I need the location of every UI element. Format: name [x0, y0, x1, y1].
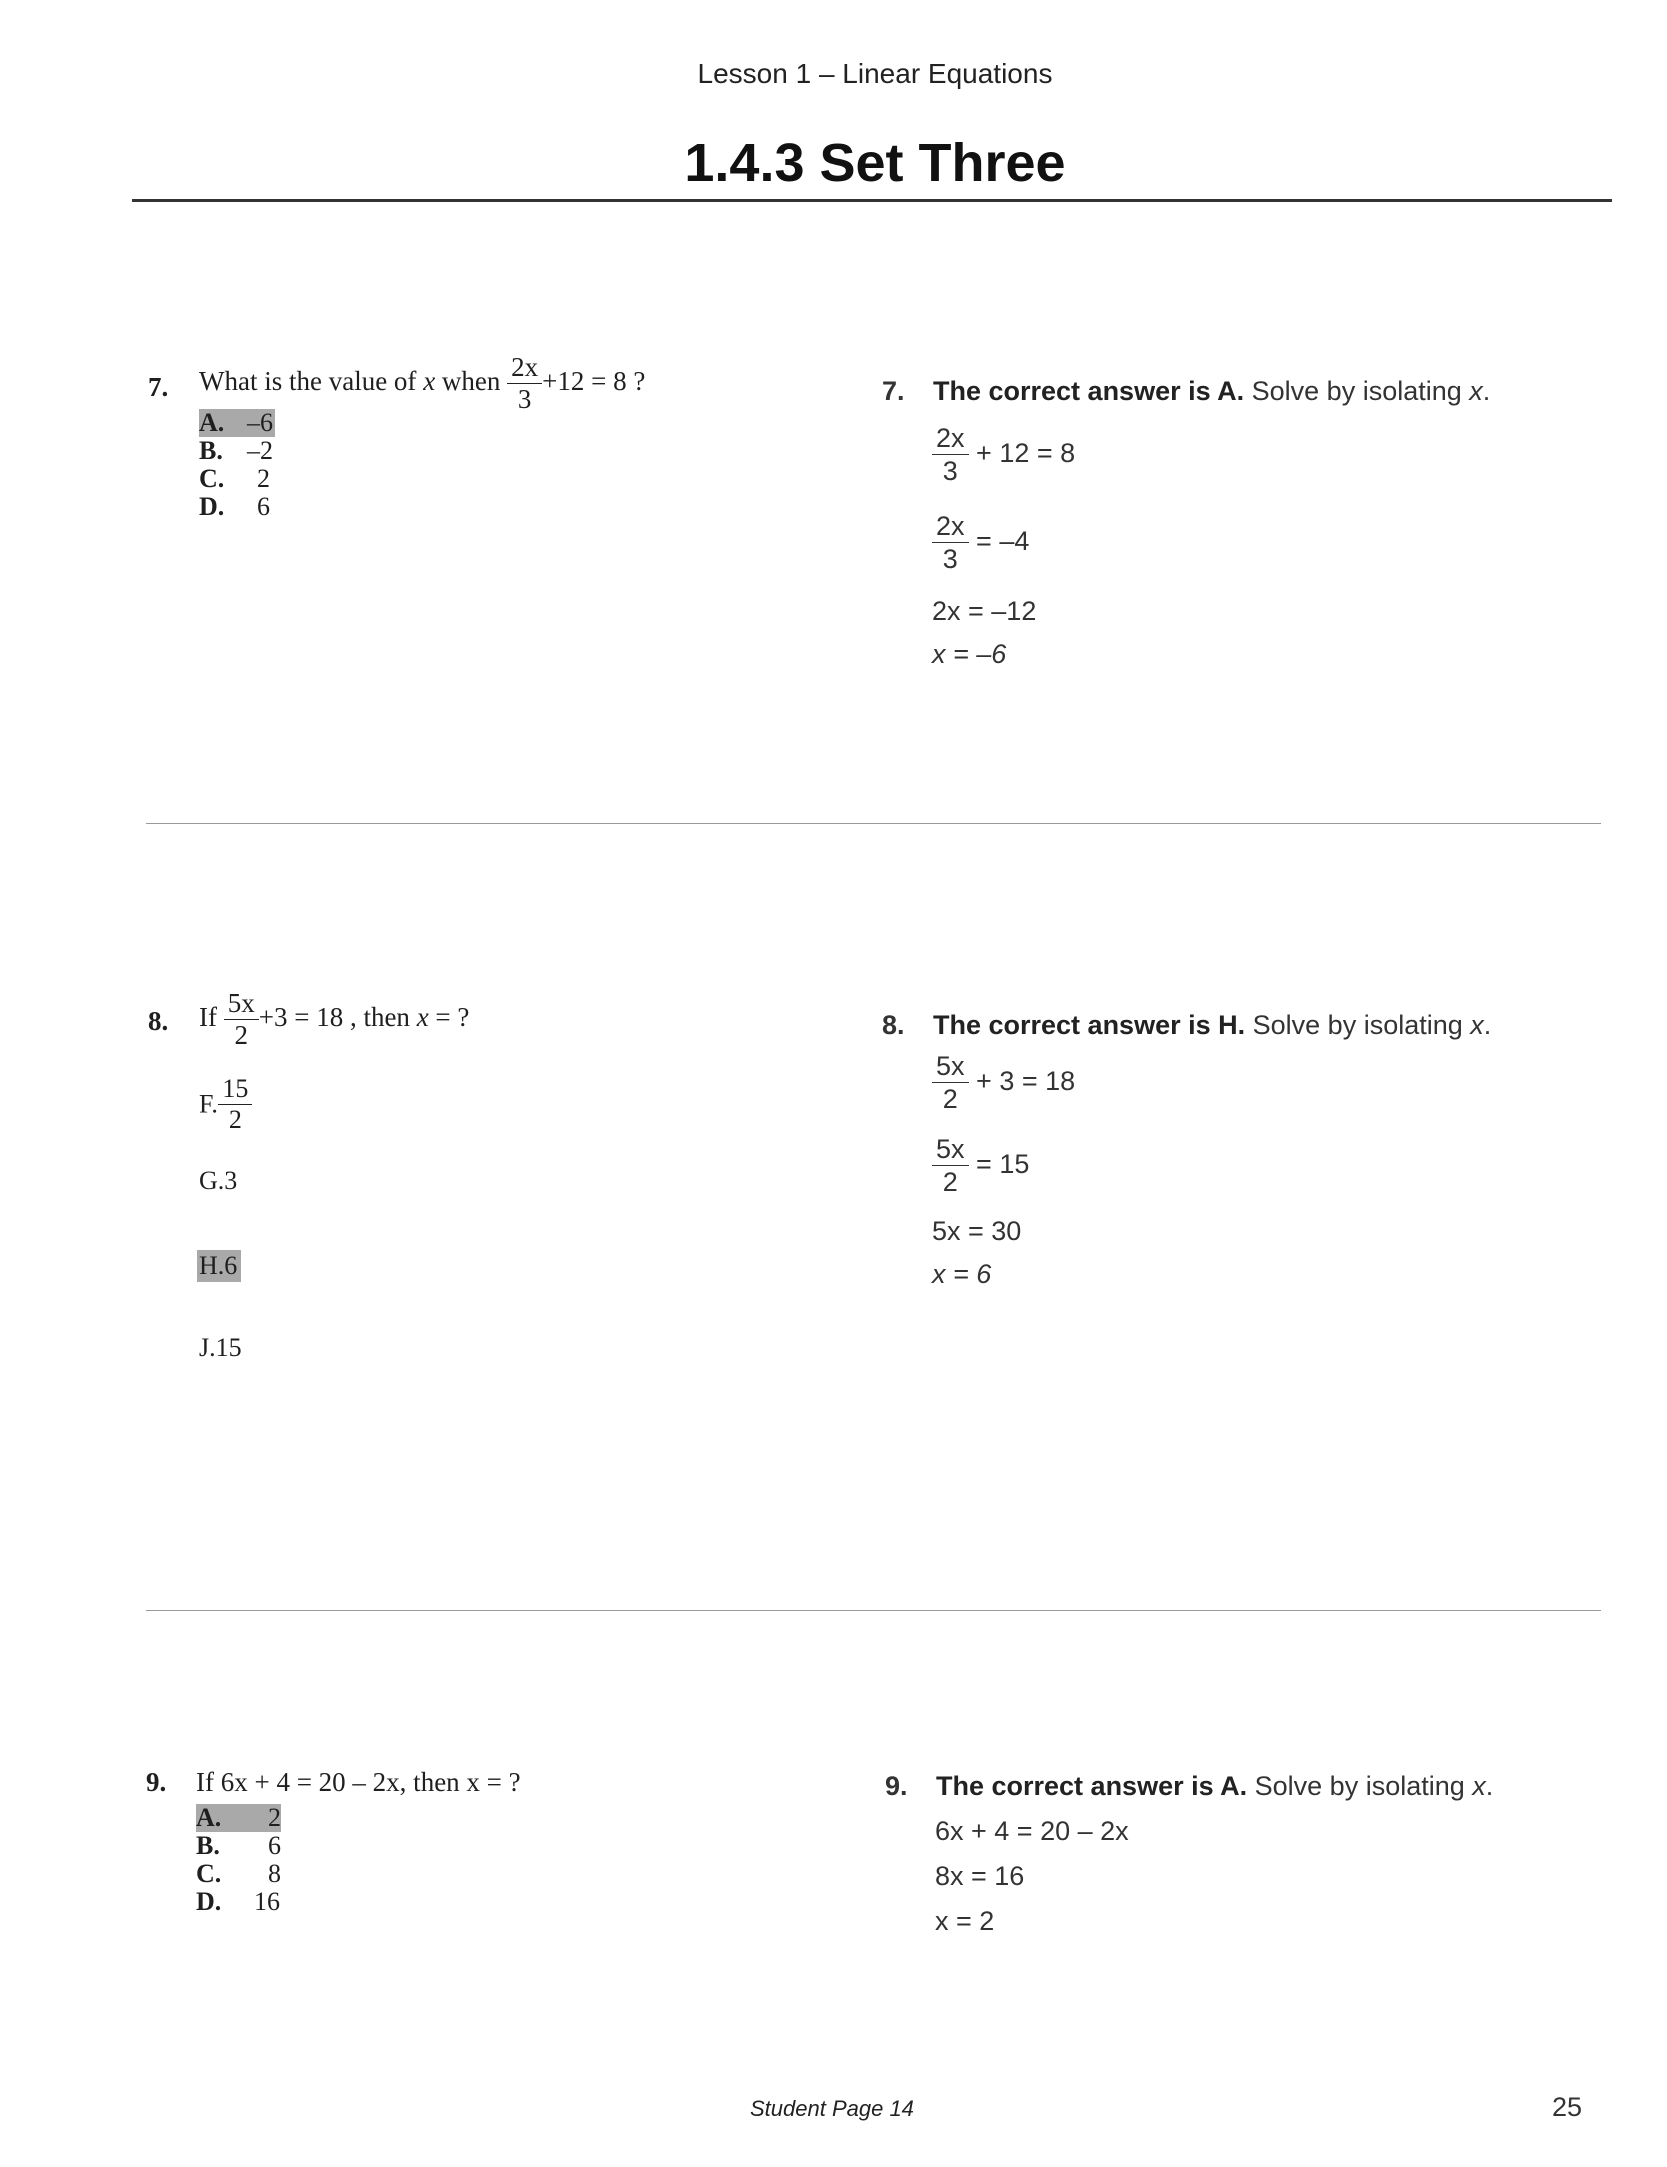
choice-9d[interactable]: D. 16: [196, 1887, 280, 1916]
answer-9-number: 9.: [885, 1771, 908, 1801]
answer-7-heading: The correct answer is A. Solve by isolating x.: [933, 376, 1491, 406]
choice-7d[interactable]: D. 6: [199, 492, 270, 521]
answer-9-step-2: 8x = 16: [935, 1861, 1025, 1891]
question-8-number: 8.: [148, 1006, 169, 1036]
question-7-fraction: $\frac{2x}{3}$: [507, 352, 542, 415]
choice-8j[interactable]: J.15: [199, 1333, 242, 1362]
answer-8-step-1: $\frac{5x}{2}$ + 3 = 18: [932, 1050, 1075, 1116]
question-7-text: What is the value of x when $\frac{2x}{3}$ +12 = 8 ?: [199, 352, 646, 415]
answer-9-heading: The correct answer is A. Solve by isolating x.: [936, 1771, 1494, 1801]
answer-9-step-3: x = 2: [935, 1906, 995, 1936]
question-9-text: If 6x + 4 = 20 – 2x, then x = ?: [196, 1767, 521, 1797]
answer-9-step-1: 6x + 4 = 20 – 2x: [935, 1816, 1129, 1846]
question-7-number: 7.: [148, 372, 169, 402]
answer-8-number: 8.: [882, 1010, 905, 1040]
question-9-choices: [196, 1804, 281, 1916]
answer-8-step-4: x = 6: [932, 1259, 992, 1289]
answer-7-step-4: x = –6: [932, 639, 1007, 669]
choice-7b[interactable]: B. –2: [199, 436, 273, 465]
choice-9c[interactable]: C. 8: [196, 1859, 281, 1888]
answer-7-step-3: 2x = –12: [932, 596, 1037, 626]
answer-8-heading: The correct answer is H. Solve by isolating x.: [933, 1010, 1492, 1040]
student-page-label: Student Page 14: [750, 2096, 914, 2121]
answer-7-step-1: $\frac{2x}{3}$ + 12 = 8: [932, 422, 1075, 488]
choice-9b[interactable]: B. 6: [196, 1831, 281, 1860]
answer-8-step-2: $\frac{5x}{2}$ = 15: [932, 1133, 1029, 1199]
choice-8g[interactable]: G.3: [199, 1166, 238, 1195]
answer-7-step-2: $\frac{2x}{3}$ = –4: [932, 510, 1029, 576]
question-9-number: 9.: [146, 1767, 167, 1797]
choice-7a[interactable]: A. –6: [199, 408, 273, 437]
choice-7c[interactable]: C. 2: [199, 464, 270, 493]
choice-8h[interactable]: H.6: [197, 1250, 241, 1282]
question-8-fraction: $\frac{5x}{2}$: [224, 988, 259, 1051]
title-rule: [132, 199, 1612, 202]
answer-8-step-3: 5x = 30: [932, 1216, 1022, 1246]
choice-9a[interactable]: A. 2: [196, 1803, 281, 1832]
answer-7-number: 7.: [882, 376, 905, 406]
lesson-header: Lesson 1 – Linear Equations: [697, 58, 1053, 89]
question-7-choices: [199, 409, 275, 521]
question-8-text: If $\frac{5x}{2}$ +3 = 18 , then x = ?: [199, 988, 470, 1051]
page-title: 1.4.3 Set Three: [684, 133, 1066, 193]
section-divider-2: [146, 1610, 1601, 1611]
section-divider-1: [146, 823, 1601, 824]
page-number: 25: [1552, 2092, 1583, 2122]
choice-8f[interactable]: F. $\frac{15}{2}$: [199, 1074, 252, 1135]
